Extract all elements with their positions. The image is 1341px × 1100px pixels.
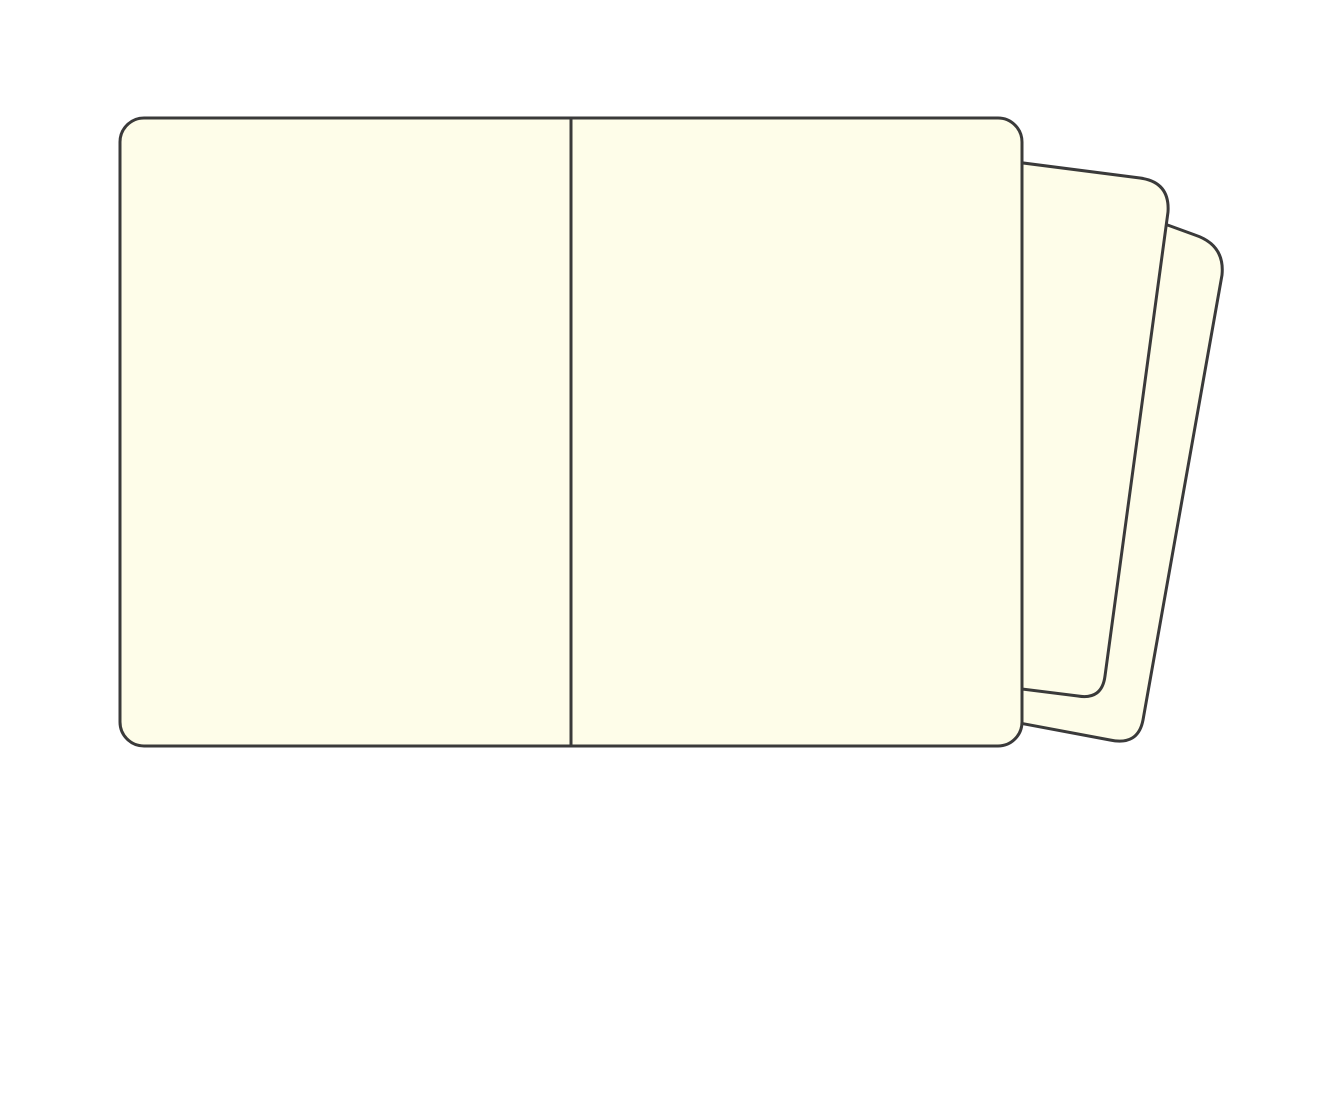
open-notebook-spread	[120, 118, 1022, 746]
